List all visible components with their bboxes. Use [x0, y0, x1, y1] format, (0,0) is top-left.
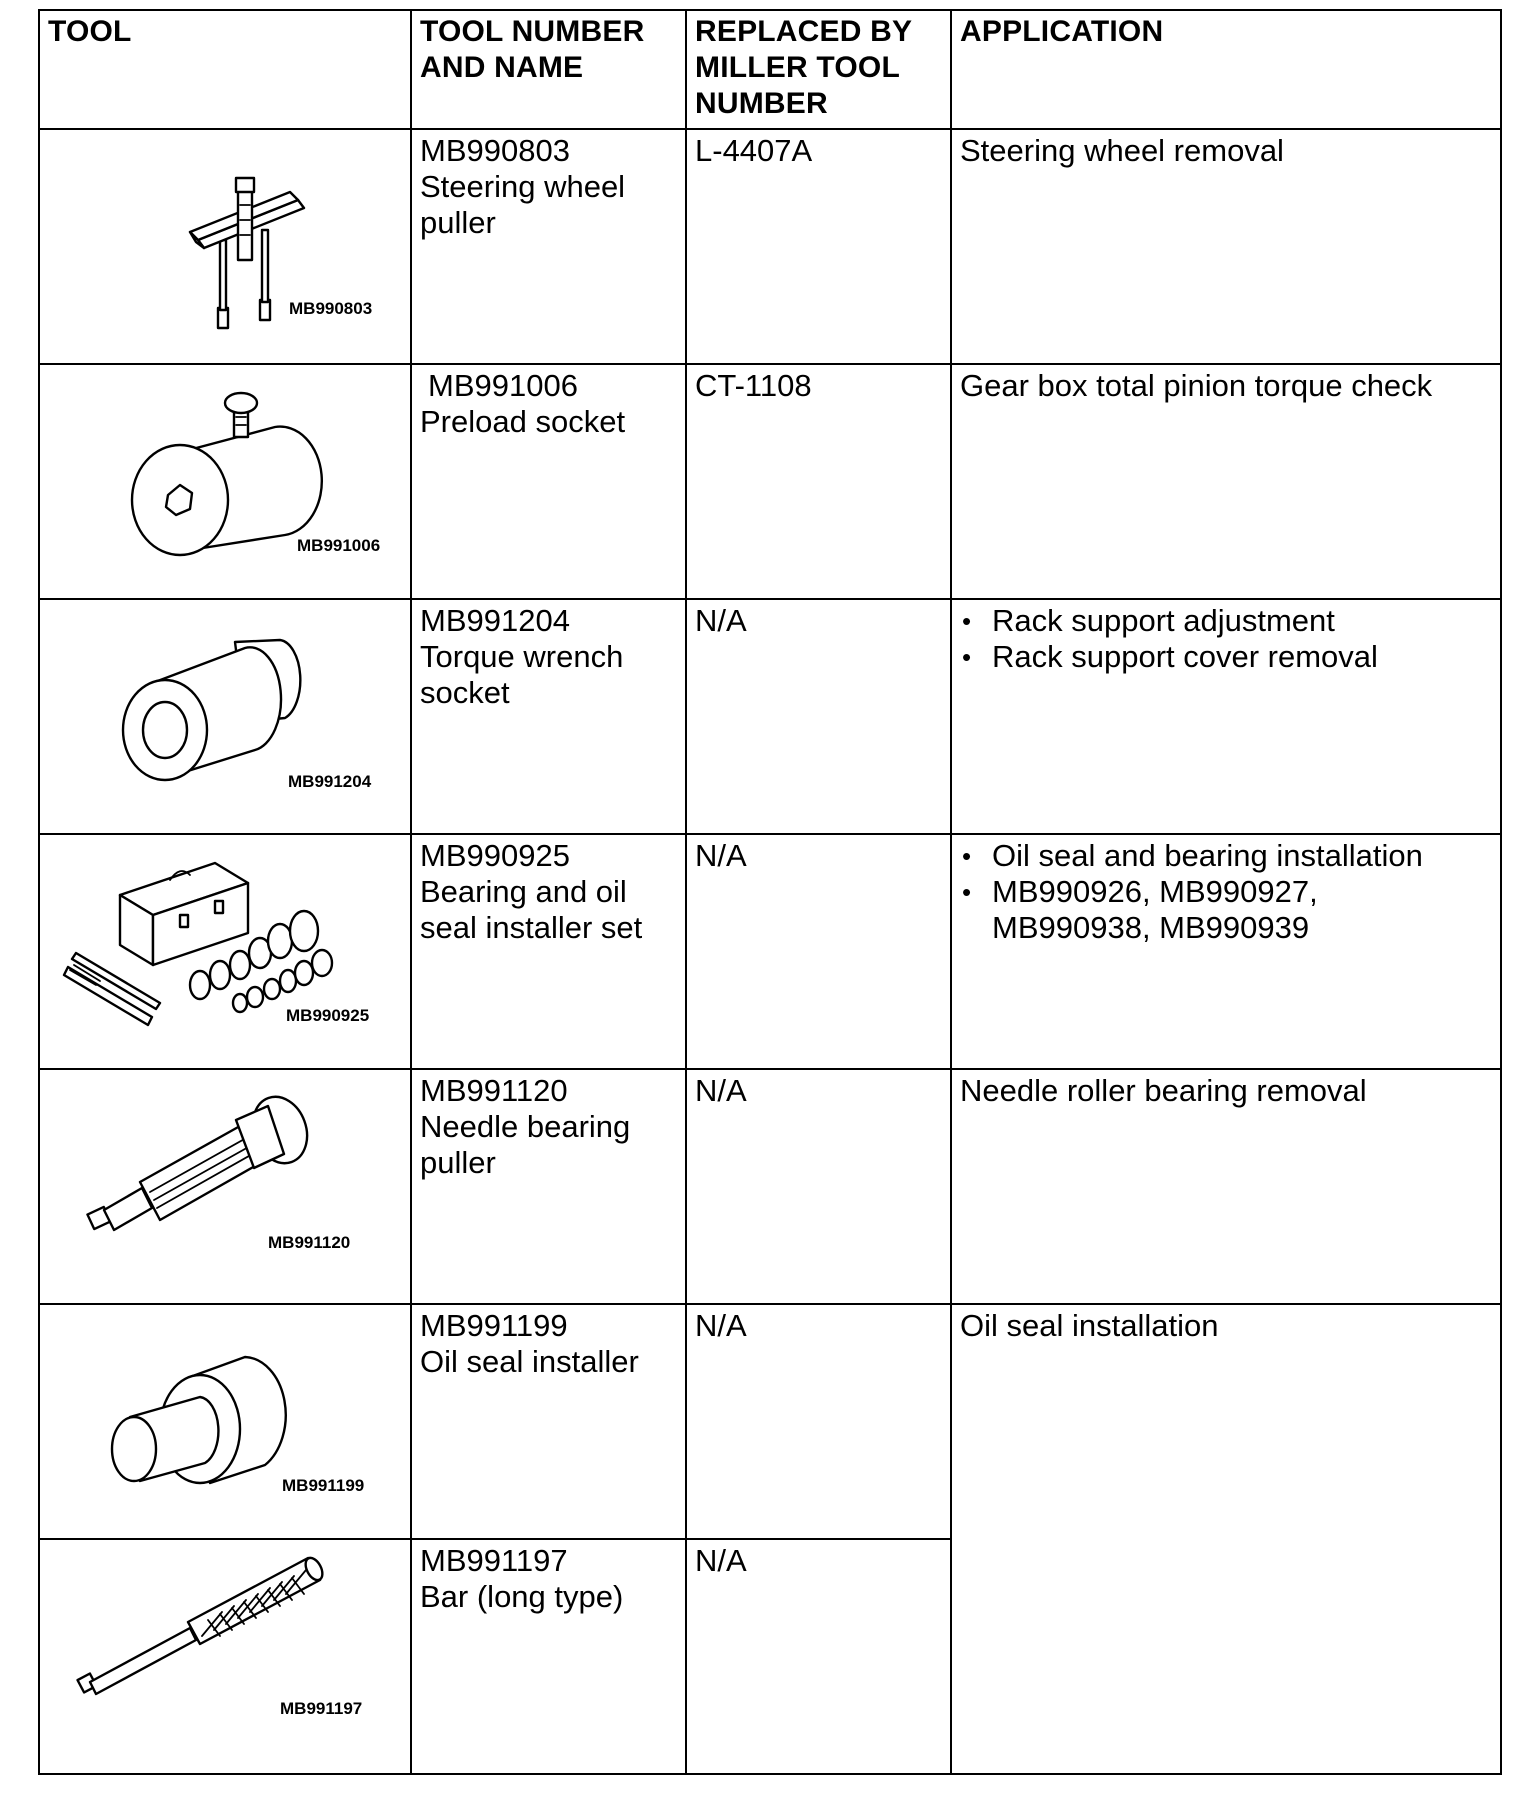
- tool-number-cell: [411, 599, 686, 834]
- tool-number: MB991006: [428, 368, 578, 403]
- tool-number-cell: [411, 129, 686, 364]
- header-replaced-by: REPLACED BY MILLER TOOL NUMBER: [686, 10, 951, 129]
- replaced-by-cell: N/A: [686, 1539, 951, 1774]
- list-item: • Oil seal and bearing installation: [992, 838, 1492, 874]
- tool-name-line: socket: [420, 675, 510, 710]
- steering-wheel-puller-icon: [40, 130, 412, 360]
- replaced-by-cell: CT-1108: [686, 364, 951, 599]
- tool-image-cell: [39, 364, 411, 599]
- tool-number-cell: [411, 834, 686, 1069]
- tool-number: MB990925: [420, 838, 570, 873]
- tool-image-cell: [39, 1069, 411, 1304]
- tool-number-cell: [411, 1069, 686, 1304]
- tool-name-line: puller: [420, 205, 496, 240]
- tool-number: MB991204: [420, 603, 570, 638]
- tool-image-cell: [39, 1539, 411, 1774]
- table-row: [39, 129, 1501, 364]
- list-item: • MB990926, MB990927, MB990938, MB990939: [992, 874, 1492, 946]
- list-item: • Rack support cover removal: [992, 639, 1492, 675]
- replaced-by-cell: N/A: [686, 834, 951, 1069]
- table-row: [39, 364, 1501, 599]
- tool-number: MB991197: [420, 1543, 568, 1578]
- application-cell: Oil seal installation: [951, 1304, 1501, 1774]
- application-cell: Gear box total pinion torque check: [951, 364, 1501, 599]
- replaced-by-cell: N/A: [686, 1069, 951, 1304]
- torque-wrench-socket-icon: [40, 600, 412, 830]
- tool-image-label: MB991204: [288, 772, 372, 791]
- tool-name-line: Torque wrench: [420, 639, 624, 674]
- tool-image-cell: [39, 1304, 411, 1539]
- list-item: • Rack support adjustment: [992, 603, 1492, 639]
- application-list: [960, 603, 1492, 675]
- oil-seal-installer-icon: [40, 1305, 412, 1535]
- tool-name-line: Preload socket: [420, 404, 626, 439]
- table-row: [39, 599, 1501, 834]
- needle-bearing-puller-icon: [40, 1070, 412, 1300]
- table-row: [39, 1069, 1501, 1304]
- tool-number-cell: [411, 1539, 686, 1774]
- tool-image-label: MB991197: [280, 1699, 363, 1718]
- header-row: [39, 10, 1501, 129]
- replaced-by-cell: L-4407A: [686, 129, 951, 364]
- tool-name-line: Steering wheel: [420, 169, 626, 204]
- header-tool: TOOL: [39, 10, 411, 129]
- tool-image-cell: [39, 129, 411, 364]
- replaced-by-cell: N/A: [686, 599, 951, 834]
- header-tool-number: TOOL NUMBER AND NAME: [411, 10, 686, 129]
- application-cell: Steering wheel removal: [951, 129, 1501, 364]
- application-list: [960, 838, 1492, 946]
- application-cell: [951, 599, 1501, 834]
- application-cell: Needle roller bearing removal: [951, 1069, 1501, 1304]
- tool-image-label: MB991120: [268, 1233, 351, 1252]
- tool-number: MB991120: [420, 1073, 568, 1108]
- tool-name-line: Oil seal installer: [420, 1344, 639, 1379]
- tool-number-cell: [411, 364, 686, 599]
- installer-set-icon: [40, 835, 412, 1065]
- table-row: [39, 834, 1501, 1069]
- tool-name-line: Needle bearing: [420, 1109, 631, 1144]
- special-tools-table: [38, 9, 1502, 1775]
- bar-long-type-icon: [40, 1540, 412, 1770]
- tool-number: MB991199: [420, 1308, 568, 1343]
- tool-image-label: MB990925: [286, 1006, 370, 1025]
- tool-number-cell: [411, 1304, 686, 1539]
- table-row: [39, 1304, 1501, 1539]
- application-cell: [951, 834, 1501, 1069]
- tool-name-line: seal installer set: [420, 910, 643, 945]
- replaced-by-cell: N/A: [686, 1304, 951, 1539]
- header-application: APPLICATION: [951, 10, 1501, 129]
- tool-image-cell: [39, 834, 411, 1069]
- tool-name-line: Bar (long type): [420, 1579, 624, 1614]
- tool-image-label: MB991199: [282, 1476, 365, 1495]
- tool-name-line: Bearing and oil: [420, 874, 627, 909]
- tool-number: MB990803: [420, 133, 570, 168]
- tool-image-label: MB990803: [289, 299, 373, 318]
- tool-image-cell: [39, 599, 411, 834]
- preload-socket-icon: [40, 365, 412, 595]
- tool-image-label: MB991006: [297, 536, 381, 555]
- tool-name-line: puller: [420, 1145, 496, 1180]
